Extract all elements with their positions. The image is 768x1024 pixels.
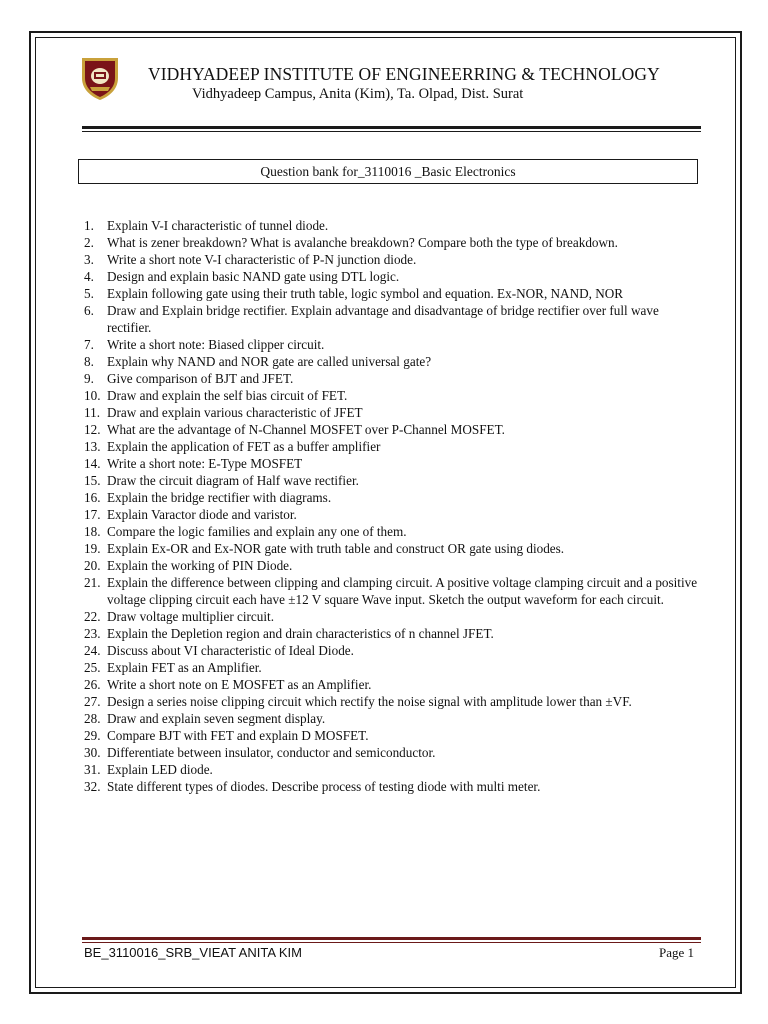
question-text: Explain the working of PIN Diode. (107, 558, 293, 573)
question-item (84, 625, 699, 642)
question-number: 3. (84, 252, 94, 267)
question-item (84, 336, 699, 353)
question-number: 21. (84, 575, 101, 590)
question-number: 1. (84, 218, 94, 233)
question-text: Draw and Explain bridge rectifier. Explain advantage and disadvantage of bridge rectifier over full wave rectifier. (107, 303, 659, 335)
question-text: Give comparison of BJT and JFET. (107, 371, 294, 386)
header-rule-thin (82, 131, 701, 132)
question-text: Draw and explain the self bias circuit of FET. (107, 388, 348, 403)
question-item (84, 761, 699, 778)
question-number: 7. (84, 337, 94, 352)
question-number: 26. (84, 677, 101, 692)
question-text: Compare the logic families and explain any one of them. (107, 524, 407, 539)
question-number: 29. (84, 728, 101, 743)
question-number: 31. (84, 762, 101, 777)
question-number: 22. (84, 609, 101, 624)
question-number: 9. (84, 371, 94, 386)
question-item (84, 574, 699, 608)
question-text: What is zener breakdown? What is avalanche breakdown? Compare both the type of breakdown. (107, 235, 618, 250)
question-number: 25. (84, 660, 101, 675)
question-number: 12. (84, 422, 101, 437)
question-text: Draw and explain seven segment display. (107, 711, 326, 726)
institute-crest-icon (78, 54, 122, 102)
question-bank-title: Question bank for_3110016 _Basic Electronics (78, 159, 698, 184)
question-number: 11. (84, 405, 100, 420)
question-number: 6. (84, 303, 94, 318)
question-number: 23. (84, 626, 101, 641)
question-item (84, 353, 699, 370)
question-item (84, 693, 699, 710)
question-item (84, 540, 699, 557)
question-item (84, 557, 699, 574)
question-item (84, 608, 699, 625)
question-text: Explain why NAND and NOR gate are called universal gate? (107, 354, 432, 369)
institute-address: Vidhyadeep Campus, Anita (Kim), Ta. Olpad, Dist. Surat (192, 86, 524, 102)
question-text: Write a short note: Biased clipper circuit. (107, 337, 325, 352)
question-text: Explain the difference between clipping and clamping circuit. A positive voltage clamping circuit and a positive voltage clipping circuit each have ±12 V square Wave input. Sketch the output waveform for each circuit. (107, 575, 698, 607)
question-number: 24. (84, 643, 101, 658)
question-item (84, 285, 699, 302)
question-item (84, 268, 699, 285)
question-number: 4. (84, 269, 94, 284)
question-number: 17. (84, 507, 101, 522)
question-item (84, 370, 699, 387)
question-text: What are the advantage of N-Channel MOSFET over P-Channel MOSFET. (107, 422, 505, 437)
question-item (84, 455, 699, 472)
question-number: 13. (84, 439, 101, 454)
question-text: Write a short note V-I characteristic of P-N junction diode. (107, 252, 417, 267)
question-item (84, 302, 699, 336)
footer-document-code: BE_3110016_SRB_VIEAT ANITA KIM (84, 945, 302, 960)
question-number: 5. (84, 286, 94, 301)
question-item (84, 642, 699, 659)
question-text: Explain LED diode. (107, 762, 213, 777)
footer-rule-thick (82, 937, 701, 940)
question-text: Draw voltage multiplier circuit. (107, 609, 274, 624)
question-number: 8. (84, 354, 94, 369)
question-text: Write a short note on E MOSFET as an Amplifier. (107, 677, 372, 692)
question-list (84, 217, 699, 795)
question-item (84, 659, 699, 676)
page-number: Page 1 (658, 945, 694, 960)
question-number: 10. (84, 388, 101, 403)
question-item (84, 421, 699, 438)
question-item (84, 744, 699, 761)
question-number: 2. (84, 235, 94, 250)
question-item (84, 404, 699, 421)
question-item (84, 217, 699, 234)
question-number: 30. (84, 745, 101, 760)
footer-rule-thin (82, 942, 701, 943)
question-text: Design and explain basic NAND gate using DTL logic. (107, 269, 400, 284)
question-text: Explain following gate using their truth table, logic symbol and equation. Ex-NOR, NAND, NOR (107, 286, 624, 301)
question-number: 18. (84, 524, 101, 539)
question-item (84, 251, 699, 268)
question-item (84, 710, 699, 727)
question-number: 32. (84, 779, 101, 794)
question-item (84, 506, 699, 523)
question-item (84, 489, 699, 506)
question-item (84, 234, 699, 251)
question-item (84, 727, 699, 744)
question-text: Explain Varactor diode and varistor. (107, 507, 297, 522)
question-number: 27. (84, 694, 101, 709)
question-text: Explain V-I characteristic of tunnel diode. (107, 218, 329, 233)
header-rule-thick (82, 126, 701, 129)
question-text: Draw and explain various characteristic of JFET (107, 405, 363, 420)
question-text: Design a series noise clipping circuit which rectify the noise signal with amplitude lower than ±VF. (107, 694, 632, 709)
question-item (84, 523, 699, 540)
question-item (84, 387, 699, 404)
question-text: Explain the Depletion region and drain characteristics of n channel JFET. (107, 626, 494, 641)
question-text: Draw the circuit diagram of Half wave rectifier. (107, 473, 359, 488)
question-item (84, 438, 699, 455)
question-number: 20. (84, 558, 101, 573)
question-text: Compare BJT with FET and explain D MOSFET. (107, 728, 369, 743)
question-text: Differentiate between insulator, conductor and semiconductor. (107, 745, 436, 760)
question-number: 15. (84, 473, 101, 488)
question-number: 28. (84, 711, 101, 726)
question-item (84, 472, 699, 489)
question-item (84, 676, 699, 693)
question-item (84, 778, 699, 795)
question-text: Explain Ex-OR and Ex-NOR gate with truth table and construct OR gate using diodes. (107, 541, 565, 556)
question-number: 14. (84, 456, 101, 471)
question-number: 19. (84, 541, 101, 556)
question-text: Explain the application of FET as a buffer amplifier (107, 439, 381, 454)
institute-name: VIDHYADEEP INSTITUTE OF ENGINEERRING & TECHNOLOGY (148, 64, 660, 84)
question-text: Explain the bridge rectifier with diagrams. (107, 490, 332, 505)
question-text: Write a short note: E-Type MOSFET (107, 456, 303, 471)
question-text: State different types of diodes. Describe process of testing diode with multi meter. (107, 779, 541, 794)
question-text: Explain FET as an Amplifier. (107, 660, 262, 675)
question-text: Discuss about VI characteristic of Ideal Diode. (107, 643, 354, 658)
question-number: 16. (84, 490, 101, 505)
